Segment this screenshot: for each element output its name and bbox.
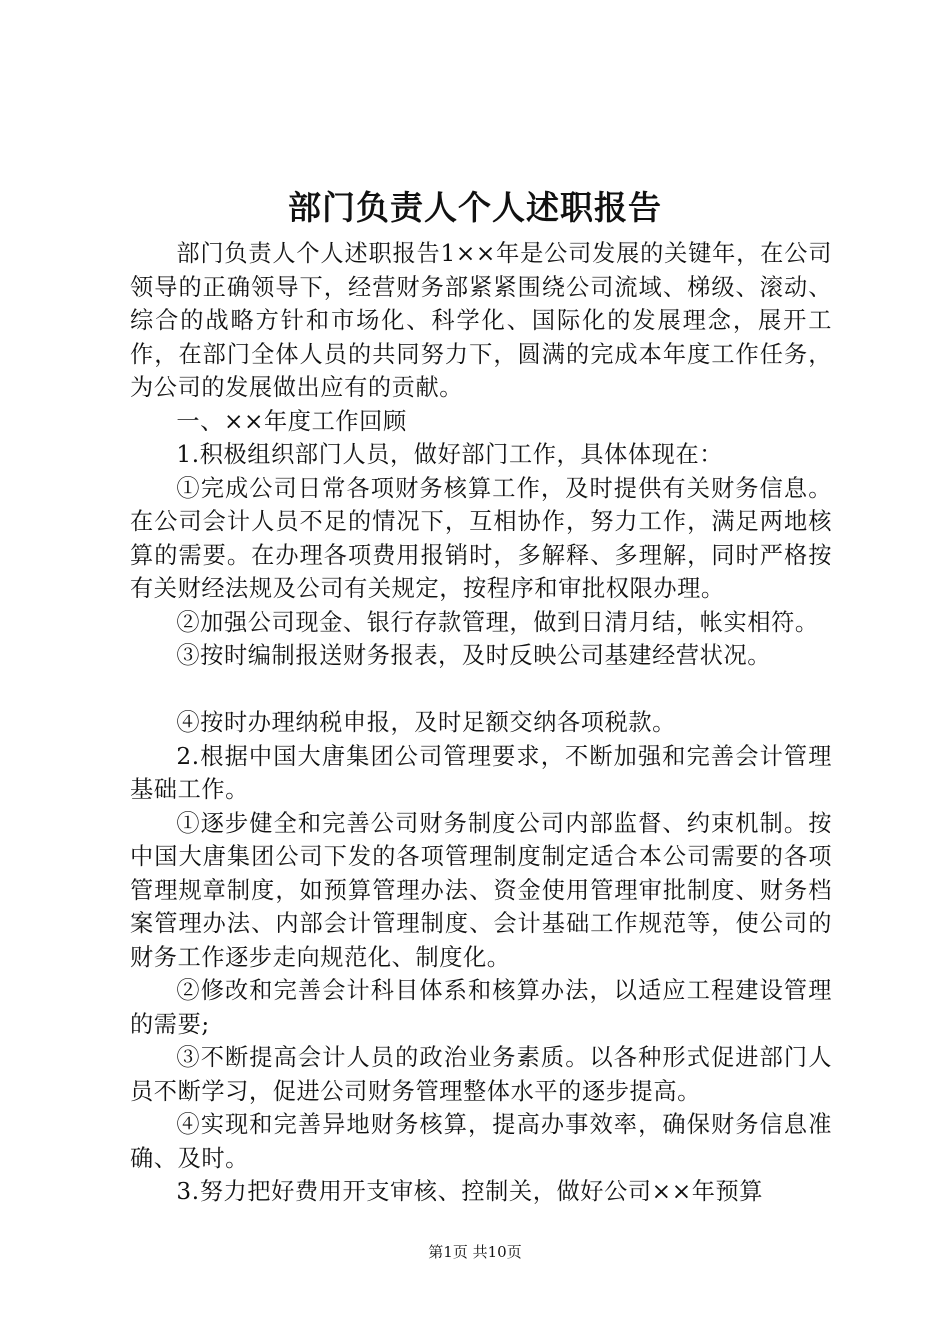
list-item: ①逐步健全和完善公司财务制度公司内部监督、约束机制。按中国大唐集团公司下发的各项管理制度制定适合本公司需要的各项管理规章制度，如预算管理办法、资金使用管理审批制度、财务档案管理办法、内部会计管理制度、会计基础工作规范等，使公司的财务工作逐步走向规范化、制度化。 bbox=[130, 809, 832, 971]
list-item: ④实现和完善异地财务核算，提高办事效率，确保财务信息准确、及时。 bbox=[130, 1111, 832, 1172]
list-item: ③按时编制报送财务报表，及时反映公司基建经营状况。 bbox=[176, 642, 772, 669]
list-item: ②修改和完善会计科目体系和核算办法，以适应工程建设管理的需要; bbox=[130, 977, 832, 1038]
list-item: ④按时办理纳税申报，及时足额交纳各项税款。 bbox=[176, 709, 676, 736]
list-item: ③不断提高会计人员的政治业务素质。以各种形式促进部门人员不断学习，促进公司财务管理整体水平的逐步提高。 bbox=[130, 1044, 832, 1105]
list-item: ②加强公司现金、银行存款管理，做到日清月结，帐实相符。 bbox=[176, 608, 819, 636]
subheading-2: 2.根据中国大唐集团公司管理要求，不断加强和完善会计管理基础工作。 bbox=[130, 742, 832, 803]
document-body bbox=[130, 237, 832, 1209]
subheading-3: 3.努力把好费用开支审核、控制关，做好公司××年预算 bbox=[176, 1178, 764, 1205]
paragraph-intro: 部门负责人个人述职报告1××年是公司发展的关键年，在公司领导的正确领导下，经营财务部紧紧围绕公司流域、梯级、滚动、综合的战略方针和市场化、科学化、国际化的发展理念，展开工作，在部门全体人员的共同努力下，圆满的完成本年度工作任务，为公司的发展做出应有的贡献。 bbox=[130, 240, 832, 401]
subheading-1: 1.积极组织部门人员，做好部门工作，具体体现在： bbox=[176, 441, 724, 468]
page-footer: 第1页 共10页 bbox=[428, 1243, 522, 1261]
list-item: ①完成公司日常各项财务核算工作，及时提供有关财务信息。在公司会计人员不足的情况下，互相协作，努力工作，满足两地核算的需要。在办理各项费用报销时，多解释、多理解，同时严格按有关财经法规及公司有关规定，按程序和审批权限办理。 bbox=[130, 474, 832, 602]
document-title: 部门负责人个人述职报告 bbox=[288, 188, 662, 227]
section-heading: 一、××年度工作回顾 bbox=[176, 407, 407, 435]
